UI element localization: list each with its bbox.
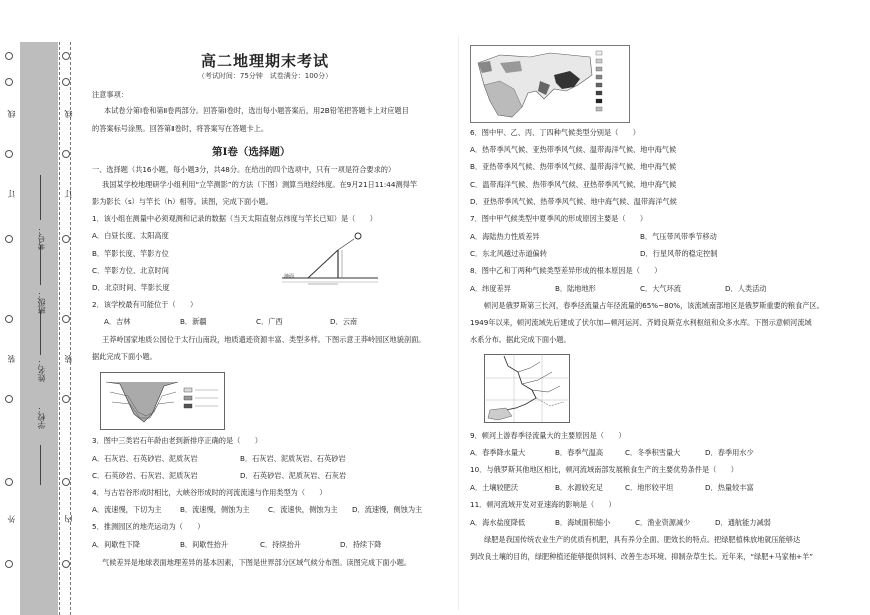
hole-marker	[62, 560, 70, 568]
section-title: 第Ⅰ卷（选择题）	[212, 146, 291, 158]
question-5: 5．推测园区的地壳运动为（ ）	[92, 522, 205, 531]
option-1d[interactable]: D．北京时间、竿影长度	[92, 283, 170, 292]
seal-char-bind: 装	[7, 355, 16, 363]
option-3a[interactable]: A．石灰岩、石英砂岩、泥质灰岩	[92, 454, 198, 463]
question-1: 1．该小组在测量中必须观测和记录的数据（当天太阳直射点纬度与竿长已知）是（ ）	[92, 214, 377, 223]
hole-marker	[62, 315, 70, 323]
class-field[interactable]	[40, 245, 41, 285]
hole-marker	[5, 315, 13, 323]
seal-char-line: 线	[7, 110, 16, 118]
question-6: 6．图中甲、乙、丙、丁四种气候类型分别是（ ）	[470, 128, 640, 137]
hole-marker	[5, 395, 13, 403]
option-9b[interactable]: B．春季气温高	[555, 448, 604, 457]
option-11b[interactable]: B．海域面积缩小	[555, 518, 611, 527]
option-3b[interactable]: B．石灰岩、泥质灰岩、石英砂岩	[240, 454, 346, 463]
option-7b[interactable]: B．气压带风带季节移动	[640, 232, 717, 241]
hole-marker	[5, 52, 13, 60]
question-9: 9．顿河上游春季径流量大的主要原因是（ ）	[470, 431, 626, 440]
question-3: 3．图中三类岩石年龄由老到新排序正确的是（ ）	[92, 436, 262, 445]
option-7a[interactable]: A．海陆热力性质差异	[470, 232, 540, 241]
option-3c[interactable]: C．石英砂岩、石灰岩、泥质灰岩	[92, 471, 198, 480]
don-river-map-figure	[478, 350, 573, 426]
option-8d[interactable]: D．人类活动	[725, 284, 767, 293]
option-8c[interactable]: C．大气环流	[640, 284, 681, 293]
hole-marker	[62, 78, 70, 86]
exam-no-field[interactable]	[40, 175, 41, 220]
option-4b[interactable]: B．流速慢，侧蚀为主	[180, 505, 250, 514]
seal-char-line: 线	[64, 110, 73, 118]
passage-text: 顿河是俄罗斯第三长河，春季径流量占年径流量的65%~80%，该流域南部地区是俄罗斯重要的粮食产区。	[484, 301, 824, 310]
binding-strip	[20, 42, 58, 615]
section-desc: 一、选择题（共16小题，每小题3分，共48分。在给出的四个选项中，只有一项是符合要求的）	[92, 165, 396, 174]
passage-text: 绿肥是我国传统农业生产的优质有机肥，具有养分全面、肥效长的特点。把绿肥植株放地就压能够达	[484, 535, 801, 544]
option-11d[interactable]: D．通航能力减弱	[715, 518, 771, 527]
option-1a[interactable]: A．白昼长度、太阳高度	[92, 231, 169, 240]
name-label: 姓名：	[37, 358, 46, 382]
option-5d[interactable]: D．持续下降	[340, 540, 382, 549]
climate-map-figure	[470, 45, 630, 123]
hole-marker	[5, 560, 13, 568]
notice-label: 注意事项：	[92, 90, 128, 99]
option-11a[interactable]: A．海水盐度降低	[470, 518, 526, 527]
notice-text: 本试卷分第Ⅰ卷和第Ⅱ卷两部分。回答第Ⅰ卷时，选出每小题答案后，用2B铅笔把答题卡上对应题目	[104, 106, 409, 115]
option-11c[interactable]: C．渔业资源减少	[635, 518, 691, 527]
hole-marker	[5, 478, 13, 486]
option-10c[interactable]: C．地形较平坦	[625, 483, 674, 492]
hole-marker	[62, 395, 70, 403]
option-9d[interactable]: D．春季用水少	[705, 448, 754, 457]
option-10b[interactable]: B．水源较充足	[555, 483, 604, 492]
hole-marker	[5, 235, 13, 243]
school-field[interactable]	[40, 445, 41, 485]
option-2c[interactable]: C．广西	[256, 317, 283, 326]
question-10: 10．与俄罗斯其他地区相比，顿河流域南部发展粮食生产的主要优势条件是（ ）	[470, 465, 738, 474]
option-2b[interactable]: B．新疆	[180, 317, 207, 326]
figure-label-ground: 地面	[284, 274, 295, 280]
option-7d[interactable]: D．行星风带的稳定控制	[640, 249, 718, 258]
option-6d[interactable]: D．亚热带季风气候、热带季风气候、地中海气候、温带海洋气候	[470, 197, 677, 206]
notice-text: 的答案标号涂黑。回答第Ⅱ卷时，将答案写在答题卡上。	[92, 124, 269, 133]
option-4d[interactable]: D．流速慢，侧蚀为主	[352, 505, 423, 514]
option-4c[interactable]: C．流速快，侧蚀为主	[268, 505, 338, 514]
option-9c[interactable]: C．冬季积雪量大	[625, 448, 681, 457]
seal-char-bind: 订	[64, 190, 73, 198]
hole-marker	[5, 78, 13, 86]
name-field[interactable]	[40, 310, 41, 355]
passage-text: 据此完成下面小题。	[92, 352, 157, 361]
hole-marker	[62, 52, 70, 60]
option-2d[interactable]: D．云南	[330, 317, 358, 326]
option-10a[interactable]: A．土壤较肥沃	[470, 483, 519, 492]
seal-char-bind: 装	[64, 355, 73, 363]
option-3d[interactable]: D．石英砂岩、泥质灰岩、石灰岩	[240, 471, 347, 480]
exam-subtitle: （考试时间：75分钟 试卷满分：100分）	[197, 72, 333, 80]
passage-text: 王莽岭国家地质公园位于太行山南段，地质遗迹资源丰富、类型多样。下图示意王莽岭园区地貌剖面。	[102, 335, 426, 344]
option-7c[interactable]: C．东北风越过赤道偏转	[470, 249, 547, 258]
option-4a[interactable]: A．流速慢，下切为主	[92, 505, 162, 514]
school-label: 学校：	[37, 405, 46, 429]
seal-line-inner	[70, 42, 71, 615]
passage-text: 水系分布。据此完成下面小题。	[470, 335, 571, 344]
passage-text: 影为影长（s）与竿长（h）相等。读图，完成下面小题。	[92, 197, 273, 206]
class-label: 班级：	[37, 290, 46, 314]
option-9a[interactable]: A．春季降水量大	[470, 448, 526, 457]
option-5c[interactable]: C．持续抬升	[260, 540, 301, 549]
exam-no-label: 考号：	[37, 226, 46, 250]
seal-char-outer: 外	[7, 515, 16, 523]
option-5a[interactable]: A．间歇性下降	[92, 540, 141, 549]
option-6b[interactable]: B．亚热带季风气候、热带季风气候、温带海洋气候、地中海气候	[470, 162, 677, 171]
hole-marker	[62, 235, 70, 243]
passage-text: 1949年以来，顿河流域先后建成了伏尔加—顿河运河、齐姆良斯克水利枢纽和众多水库。下图示意顿河流域	[470, 318, 812, 327]
seal-line-outer	[59, 42, 60, 615]
passage-text: 气候差异是地球表面地理差异的基本因素，下图是世界部分区域气候分布图。读图完成下面小题。	[102, 558, 412, 567]
question-8: 8．图中乙和丁两种气候类型差异形成的根本原因是（ ）	[470, 266, 662, 275]
hole-marker	[5, 150, 13, 158]
option-5b[interactable]: B．间歇性抬升	[180, 540, 229, 549]
option-1b[interactable]: B．竿影长度、竿影方位	[92, 249, 169, 258]
question-4: 4．与古岩谷形成时相比，大峡谷形成时的河流流速与作用类型为（ ）	[92, 488, 327, 497]
option-10d[interactable]: D．热量较丰富	[705, 483, 754, 492]
passage-text: 我国某学校地理研学小组利用“立竿测影”的方法（下图）测算当地经纬度。在9月21日11:44测得竿	[102, 180, 418, 189]
option-8a[interactable]: A．纬度差异	[470, 284, 511, 293]
pole-shadow-figure	[280, 226, 380, 288]
question-7: 7．图中甲气候类型中夏季风的形成原因主要是（ ）	[470, 214, 648, 223]
option-1c[interactable]: C．竿影方位、北京时间	[92, 266, 169, 275]
exam-title: 高二地理期末考试	[200, 52, 329, 70]
question-2: 2．该学校最有可能位于（ ）	[92, 300, 198, 309]
hole-marker	[62, 478, 70, 486]
option-6a[interactable]: A．热带季风气候、亚热带季风气候、温带海洋气候、地中海气候	[470, 145, 677, 154]
canyon-profile-figure	[100, 372, 225, 430]
option-2a[interactable]: A．吉林	[104, 317, 131, 326]
hole-marker	[62, 150, 70, 158]
option-6c[interactable]: C．温带海洋气候、热带季风气候、亚热带季风气候、地中海气候	[470, 180, 677, 189]
seal-char-bind: 订	[7, 190, 16, 198]
column-divider	[458, 35, 459, 610]
passage-text: 到改良土壤的目的，绿肥种植还能够提供饲料、改善生态环境、抑制杂草生长。近年来，“绿肥+马家柚+羊”	[470, 552, 813, 561]
seal-char-inner: 内	[64, 515, 73, 523]
question-11: 11．顿河流域开发对亚速海的影响是（ ）	[470, 500, 616, 509]
option-8b[interactable]: B．陆地地形	[555, 284, 596, 293]
